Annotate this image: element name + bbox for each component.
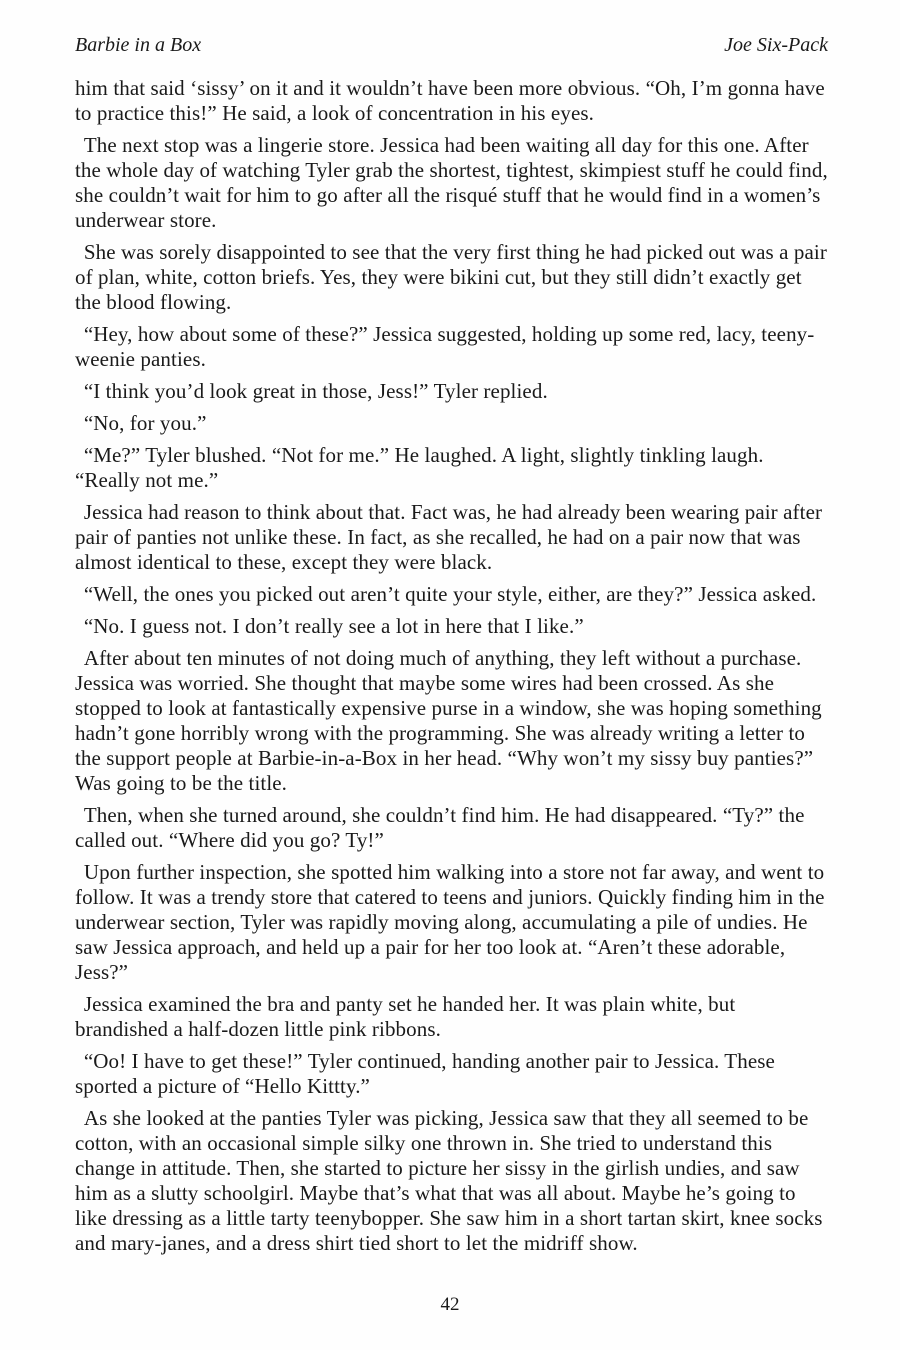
paragraph: “Oo! I have to get these!” Tyler continued, handing another pair to Jessica. These sported a picture of “Hello Kittty.”	[75, 1049, 775, 1098]
paragraph: After about ten minutes of not doing much of anything, they left without a purchase. Jessica was worried. She thought that maybe some wires had been crossed. As she stopped to look at fantastically expensive purse in a window, she was hoping something hadn’t gone horribly wrong with the programming. She was already writing a letter to the support people at Barbie-in-a-Box in her head. “Why won’t my sissy buy panties?” Was going to be the title.	[75, 646, 822, 795]
paragraph: “I think you’d look great in those, Jess!” Tyler replied.	[83, 379, 548, 403]
page-body	[75, 76, 828, 1256]
paragraph: Jessica examined the bra and panty set he handed her. It was plain white, but brandished a half-dozen little pink ribbons.	[75, 992, 736, 1041]
page-number: 42	[440, 1294, 460, 1315]
paragraph: The next stop was a lingerie store. Jessica had been waiting all day for this one. After the whole day of watching Tyler grab the shortest, tightest, skimpiest stuff he could find, she couldn’t wait for him to go after all the risqué stuff that he would find in a women’s underwear store.	[75, 133, 828, 232]
paragraph: As she looked at the panties Tyler was picking, Jessica saw that they all seemed to be cotton, with an occasional simple silky one thrown in. She tried to understand this change in attitude. Then, she started to picture her sissy in the girlish undies, and saw him as a slutty schoolgirl. Maybe that’s what that was all about. Maybe he’s going to like dressing as a little tarty teenybopper. She saw him in a short tartan skirt, knee socks and mary-janes, and a dress shirt tied short to let the midriff show.	[75, 1106, 823, 1255]
running-title: Barbie in a Box	[75, 34, 202, 56]
paragraph: him that said ‘sissy’ on it and it wouldn’t have been more obvious. “Oh, I’m gonna have to practice this!” He said, a look of concentration in his eyes.	[75, 76, 825, 125]
paragraph: “Hey, how about some of these?” Jessica suggested, holding up some red, lacy, teeny-weenie panties.	[75, 322, 815, 371]
page-footer	[0, 1294, 900, 1316]
paragraph: Upon further inspection, she spotted him walking into a store not far away, and went to follow. It was a trendy store that catered to teens and juniors. Quickly finding him in the underwear section, Tyler was rapidly moving along, accumulating a pile of undies. He saw Jessica approach, and held up a pair for her too look at. “Aren’t these adorable, Jess?”	[75, 860, 825, 984]
running-author: Joe Six-Pack	[724, 34, 828, 56]
paragraph: “No, for you.”	[83, 411, 207, 435]
paragraph: “Me?” Tyler blushed. “Not for me.” He laughed. A light, slightly tinkling laugh. “Really not me.”	[75, 443, 764, 492]
paragraph: Jessica had reason to think about that. Fact was, he had already been wearing pair after pair of panties not unlike these. In fact, as she recalled, he had on a pair now that was almost identical to these, except they were black.	[75, 500, 823, 574]
paragraph: Then, when she turned around, she couldn’t find him. He had disappeared. “Ty?” the called out. “Where did you go? Ty!”	[75, 803, 805, 852]
paragraph: She was sorely disappointed to see that the very first thing he had picked out was a pair of plan, white, cotton briefs. Yes, they were bikini cut, but they still didn’t exactly get the blood flowing.	[75, 240, 827, 314]
page-header	[75, 34, 828, 56]
paragraph: “Well, the ones you picked out aren’t quite your style, either, are they?” Jessica asked.	[83, 582, 817, 606]
paragraph: “No. I guess not. I don’t really see a lot in here that I like.”	[83, 614, 584, 638]
